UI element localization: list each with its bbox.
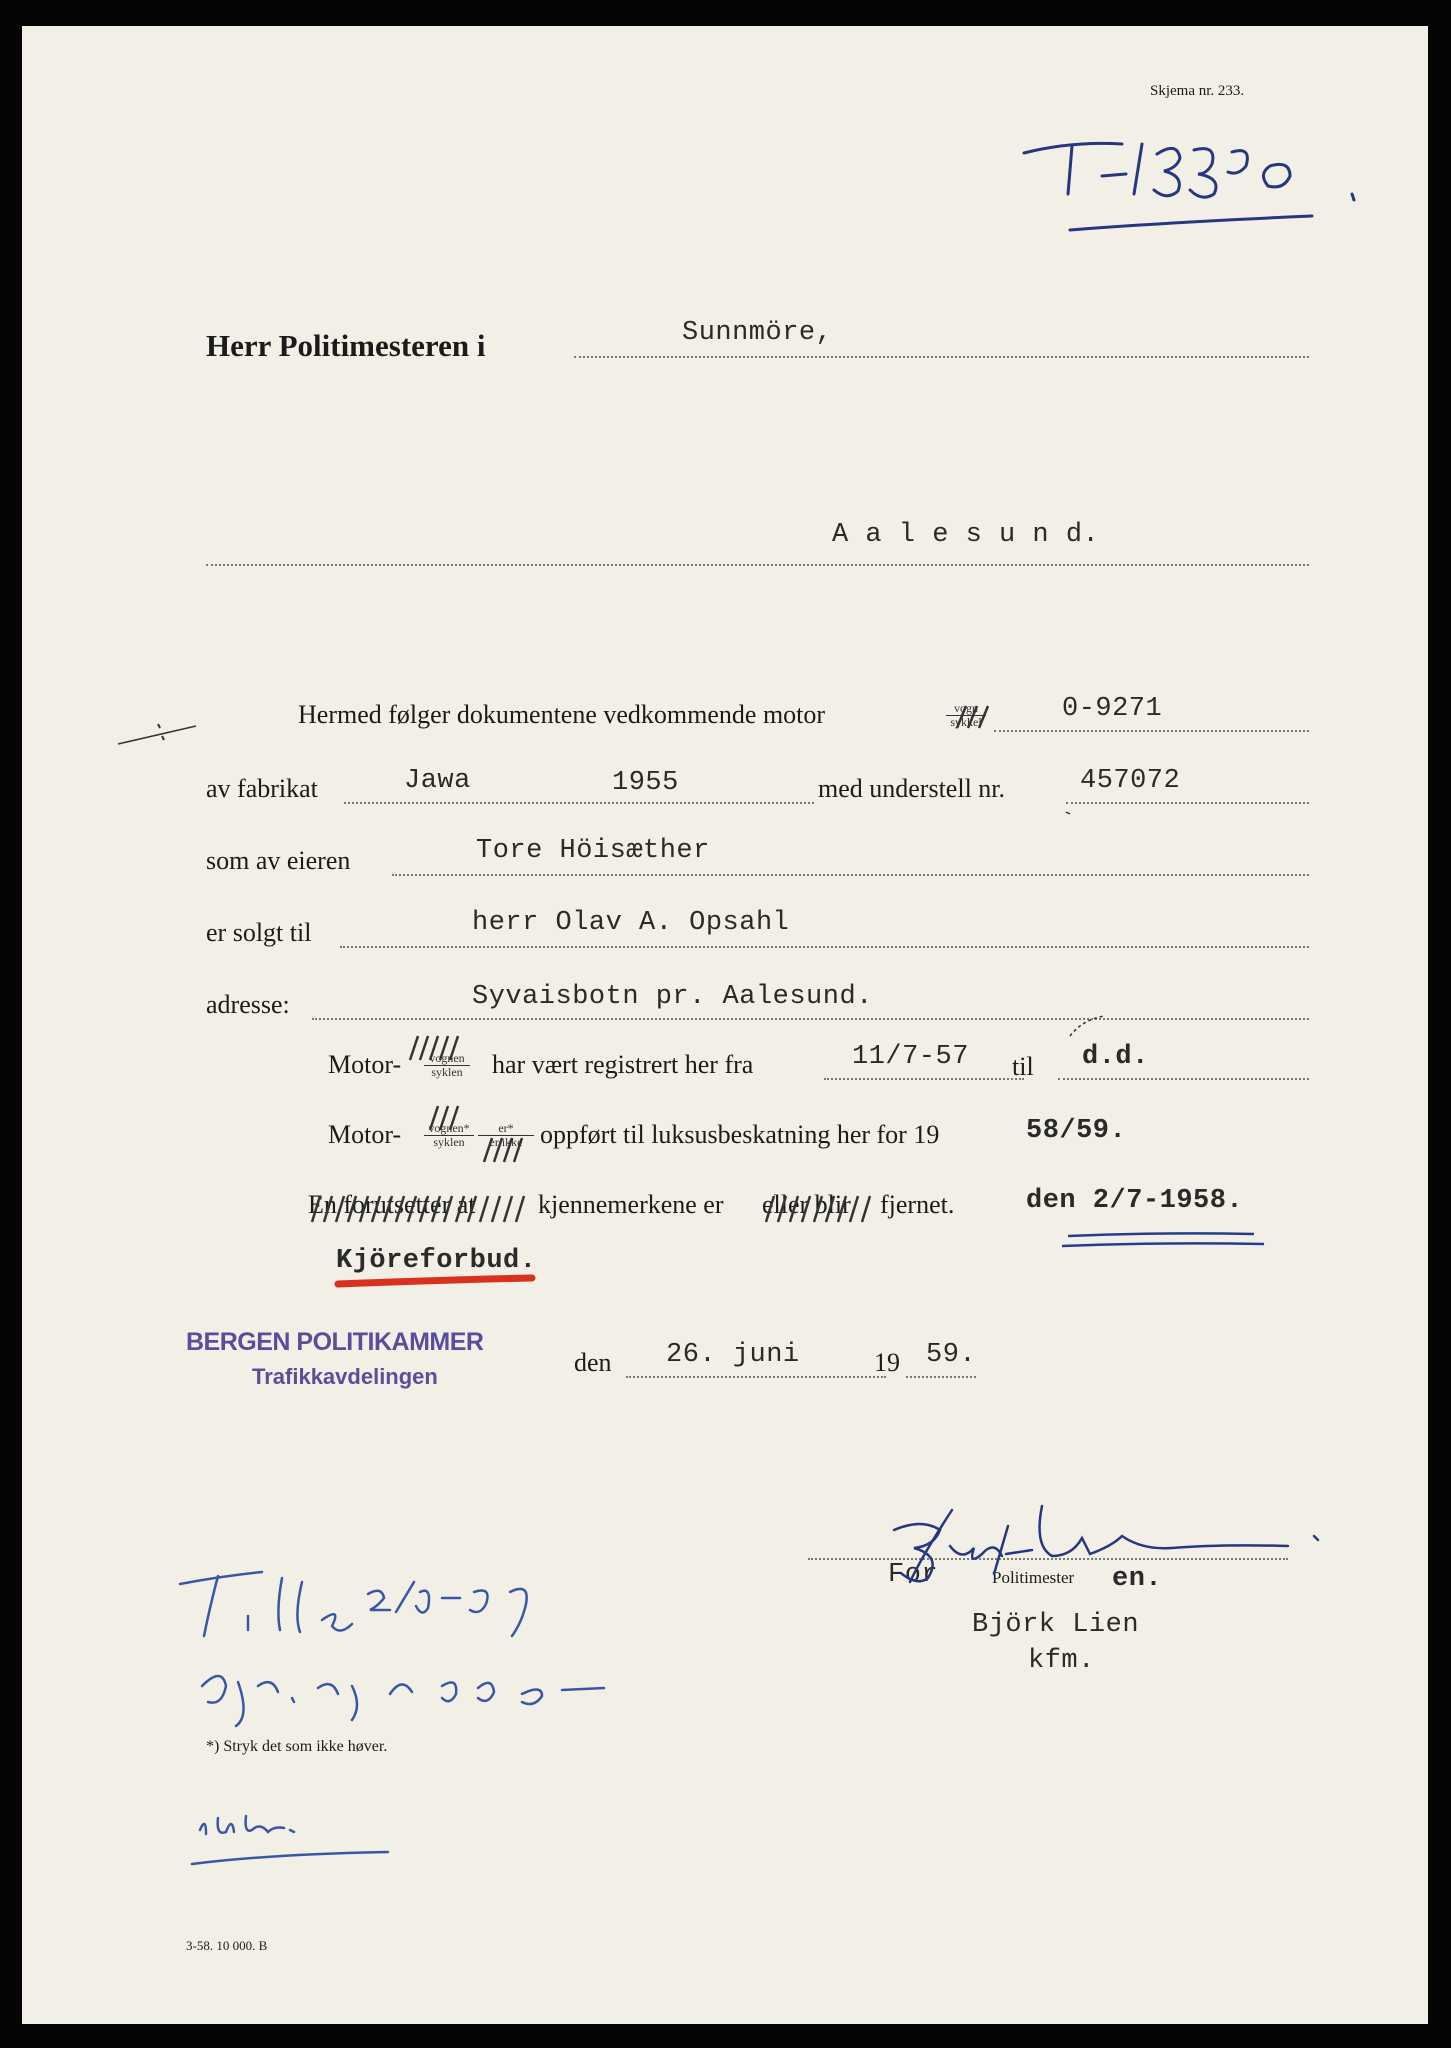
date-century: 19: [874, 1348, 900, 1377]
removal-text-2: kjennemerkene er: [538, 1190, 724, 1219]
date-day-month: 26. juni: [666, 1340, 800, 1370]
buyer-name: herr Olav A. Opsahl: [472, 908, 790, 938]
luxury-years: 58/59.: [1026, 1116, 1127, 1146]
registered-from: 11/7-57: [852, 1042, 969, 1072]
date-den-label: den: [574, 1348, 612, 1377]
police-stamp-line1: BERGEN POLITIKAMMER: [186, 1328, 484, 1356]
note-line-1: [182, 1572, 542, 1636]
politimester-title: Politimester: [992, 1568, 1075, 1587]
form-number: Skjema nr. 233.: [1150, 83, 1245, 99]
address-label: adresse:: [206, 990, 290, 1019]
police-stamp-line2: Trafikkavdelingen: [252, 1364, 438, 1389]
registration-number: 0-9271: [1062, 694, 1163, 724]
for-label: For: [888, 1560, 939, 1590]
documents-text: Hermed følger dokumentene vedkommende motor: [298, 700, 826, 729]
signatory-role: kfm.: [1028, 1646, 1095, 1676]
owner-name: Tore Höisæther: [476, 836, 710, 866]
ban-underline-icon: [338, 1278, 532, 1284]
removal-text-4: fjernet.: [880, 1190, 955, 1219]
case-ref: [1024, 146, 1314, 226]
removal-text-3: eller blir: [762, 1190, 851, 1219]
driving-ban: Kjöreforbud.: [336, 1246, 537, 1276]
buyer-address: Syvaisbotn pr. Aalesund.: [472, 982, 873, 1012]
understell-label: med understell nr.: [818, 774, 1006, 803]
er-fraction: er* er ikke: [478, 1122, 534, 1149]
model-year: 1955: [612, 768, 679, 798]
addressee-district: Sunnmöre,: [682, 318, 833, 348]
til-label: til: [1012, 1052, 1034, 1081]
vogn-sykkel-fraction: vogn sykkel: [946, 702, 986, 729]
signature-text: [902, 1506, 1302, 1586]
date-underline-icon: [1062, 1233, 1264, 1246]
removal-date: den 2/7-1958.: [1026, 1186, 1244, 1216]
addressee-city: A a l e s u n d.: [832, 520, 1100, 550]
vognen-syklen-fraction: vognen syklen: [424, 1052, 470, 1079]
understell-number: 457072: [1080, 766, 1181, 796]
owner-label: som av eieren: [206, 846, 351, 875]
signatory-name: Björk Lien: [972, 1610, 1140, 1640]
typed-strikes-icon: [312, 706, 988, 1222]
footnote: *) Stryk det som ikke høver.: [206, 1738, 388, 1755]
sold-to-label: er solgt til: [206, 918, 312, 947]
registered-to: d.d.: [1082, 1042, 1149, 1072]
note-initials: [192, 1812, 392, 1862]
motor-prefix-2: Motor-: [328, 1120, 402, 1149]
fabrikat-value: Jawa: [404, 766, 471, 796]
registered-text: har vært registrert her fra: [492, 1050, 754, 1079]
fabrikat-label: av fabrikat: [206, 774, 318, 803]
removal-text-1: En forutsetter at: [308, 1190, 476, 1219]
print-code: 3-58. 10 000. B: [186, 1938, 268, 1953]
date-year: 59.: [926, 1340, 977, 1370]
vognen-star-fraction: vognen* syklen: [424, 1122, 474, 1149]
document-page: [22, 26, 1428, 2024]
luxury-tax-text: oppført til luksusbeskatning her for 19: [540, 1120, 940, 1149]
title-suffix: en.: [1112, 1564, 1163, 1594]
note-line-2: [202, 1666, 612, 1730]
addressee-label: Herr Politimesteren i: [206, 328, 486, 363]
motor-prefix: Motor-: [328, 1050, 402, 1079]
